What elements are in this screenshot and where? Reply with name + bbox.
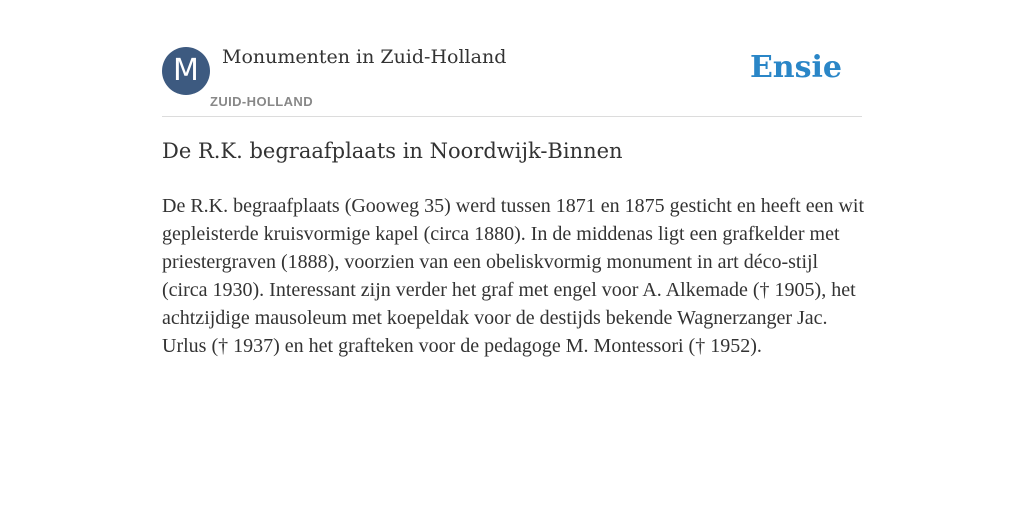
book-title-link[interactable]: Monumenten in Zuid-Holland bbox=[222, 46, 507, 68]
article-title: De R.K. begraafplaats in Noordwijk-Binnen bbox=[162, 139, 623, 163]
avatar[interactable]: M bbox=[162, 47, 210, 95]
brand-logo[interactable]: Ensie bbox=[749, 50, 842, 85]
header bbox=[162, 40, 862, 117]
article-body: De R.K. begraafplaats (Gooweg 35) werd tussen 1871 en 1875 gesticht en heeft een wit gepleisterde kruisvormige kapel (circa 1880). In de middenas ligt een grafkelder met priestergraven (1888), voorzien van een obeliskvormig monument in art déco-stijl (circa 1930). Interessant zijn verder het graf met engel voor A. Alkemade († 1905), het achtzijdige mausoleum met koepeldak voor de destijds bekende Wagnerzanger Jac. Urlus († 1937) en het grafteken voor de pedagoge M. Montessori († 1952). bbox=[162, 195, 865, 357]
category-label[interactable]: ZUID-HOLLAND bbox=[210, 94, 314, 109]
